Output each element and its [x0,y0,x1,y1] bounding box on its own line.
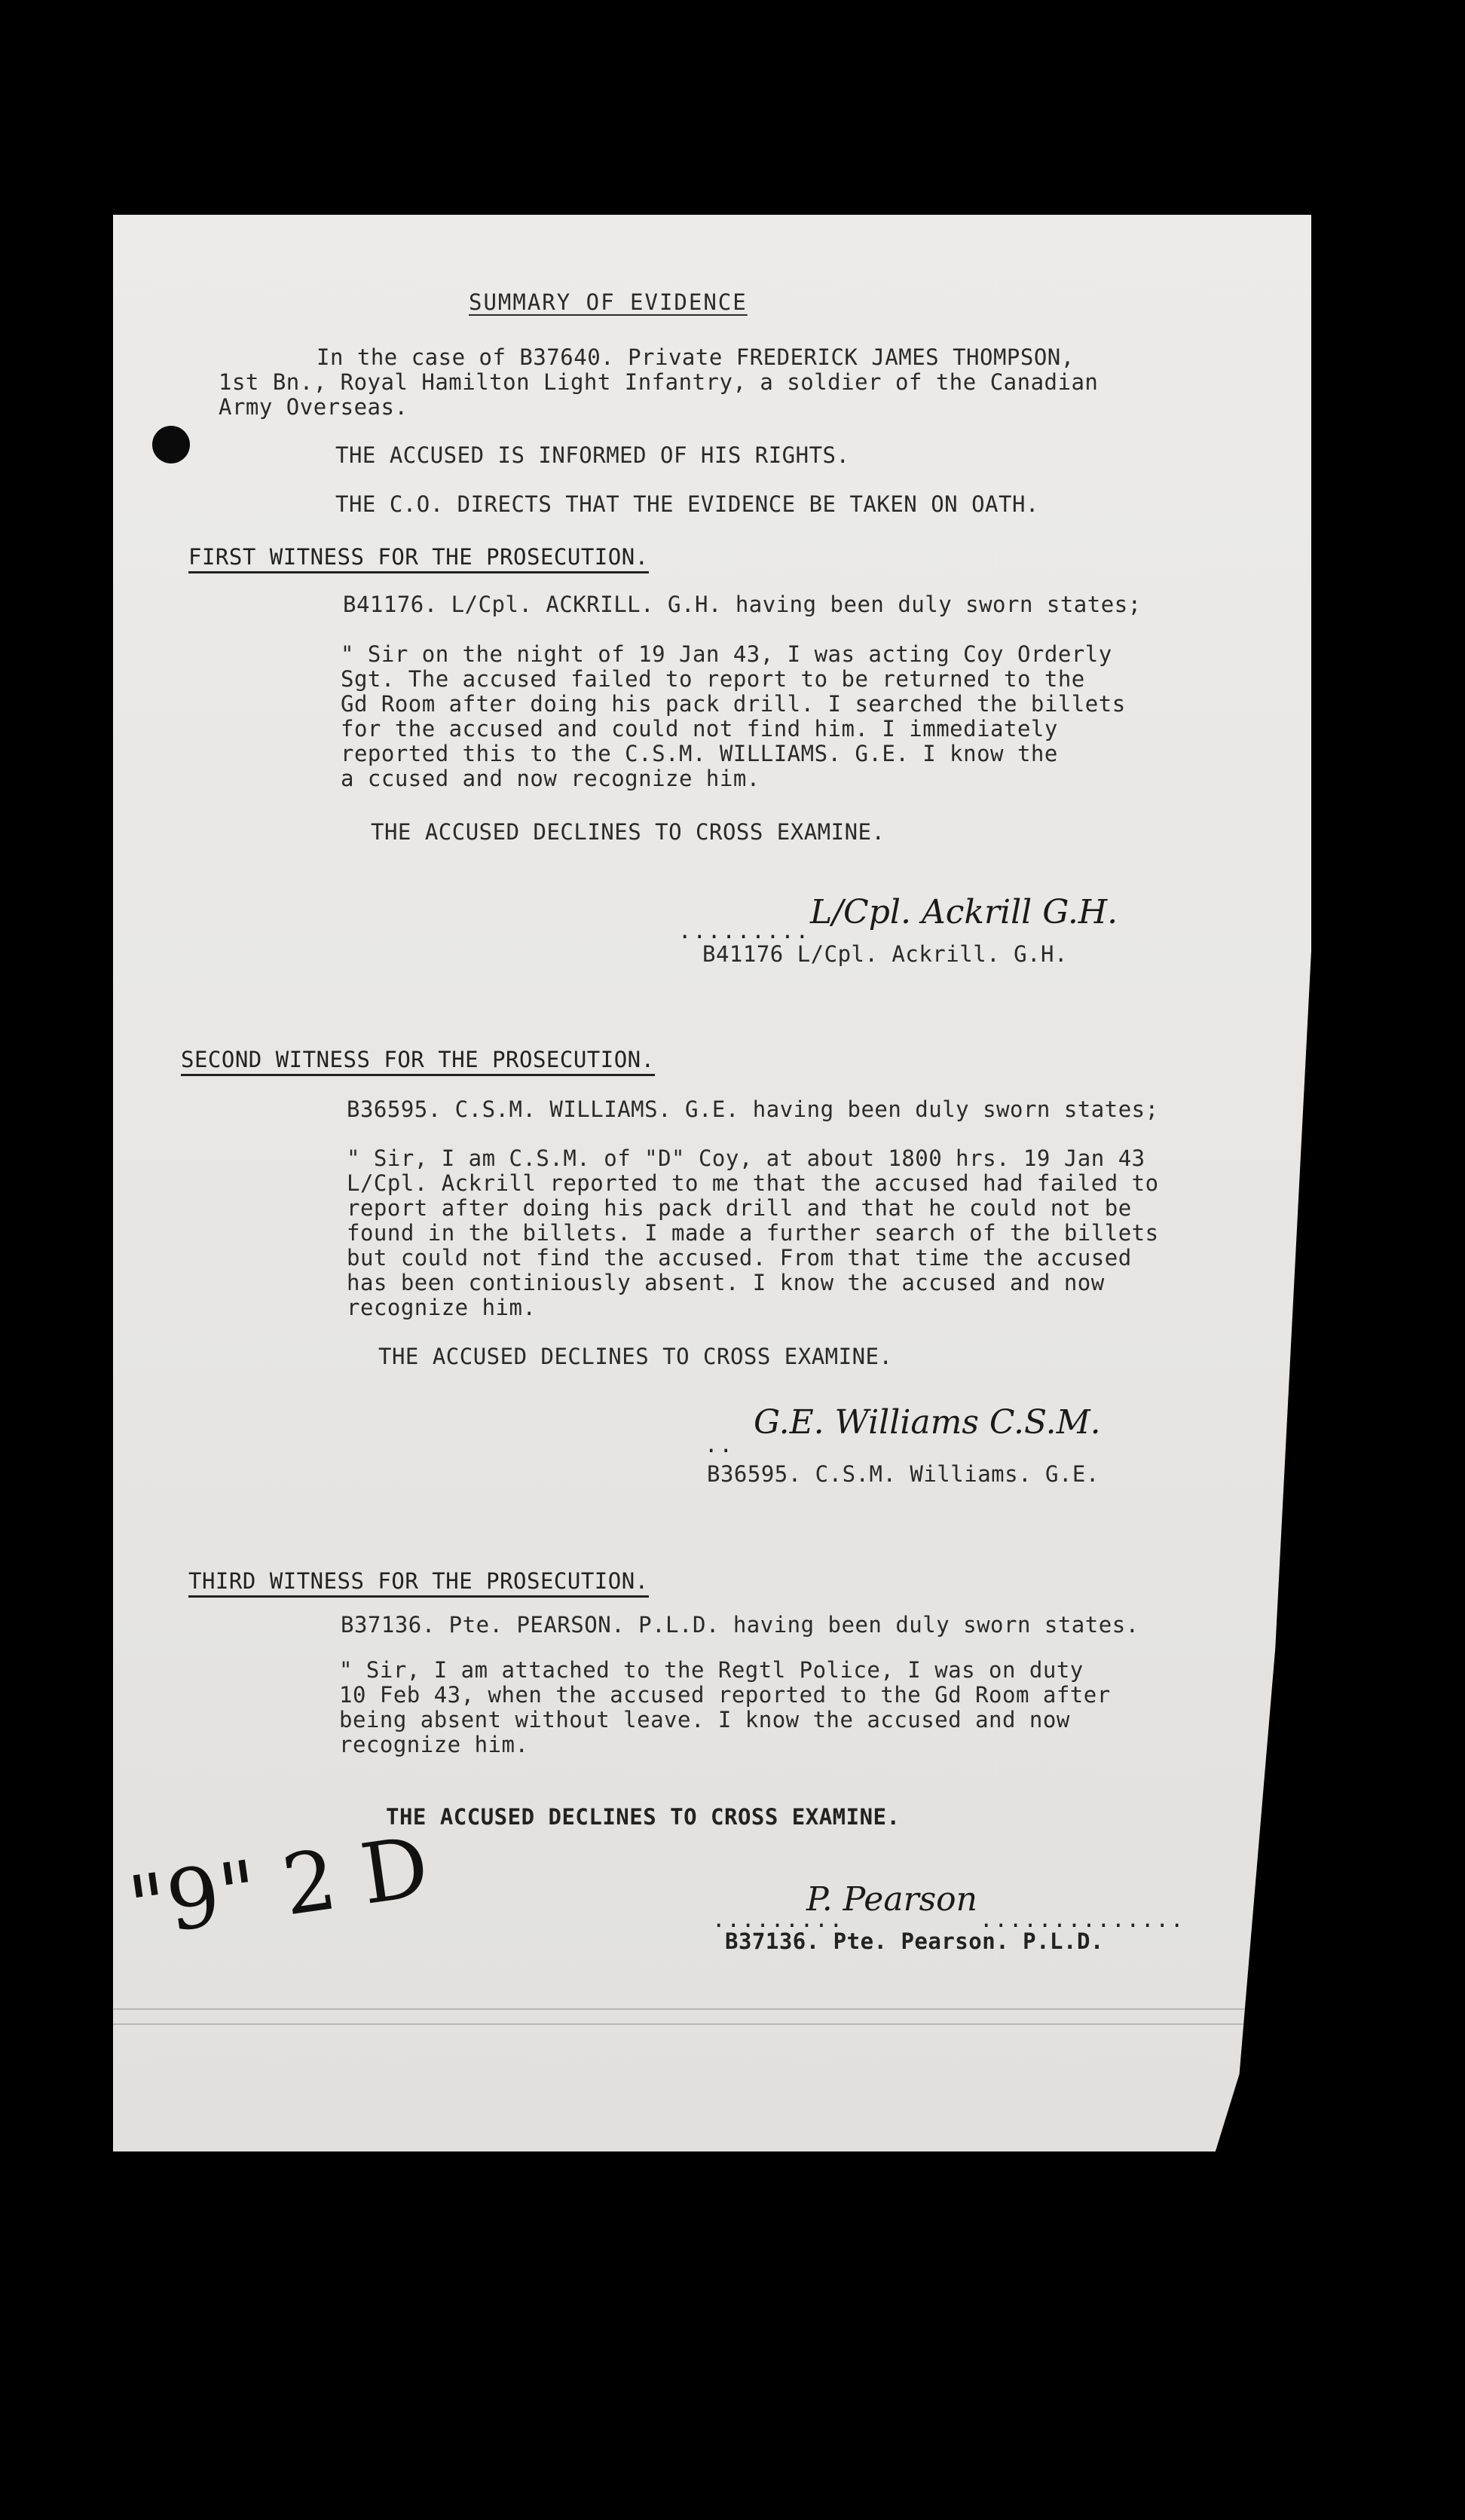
third-witness-signature-dots-right: .............. [980,1907,1185,1932]
second-witness-heading: SECOND WITNESS FOR THE PROSECUTION. [181,1047,655,1076]
first-witness-statement: " Sir on the night of 19 Jan 43, I was acting Coy Orderly Sgt. The accused failed to report to be returned to the Gd Room after doing his pack drill. I searched the billets for the accused and could not find him. I immediately reported this to the C.S.M. WILLIAMS. G.E. I know the a ccused and now recognize him. [341,641,1126,791]
first-witness-heading: FIRST WITNESS FOR THE PROSECUTION. [188,545,649,573]
page-fold-line [113,2008,1274,2010]
third-witness-statement: " Sir, I am attached to the Regtl Police, I was on duty 10 Feb 43, when the accused reported to the Gd Room after being absent without leave. I know the accused and now recognize him. [339,1657,1111,1757]
third-witness-signature-caption: B37136. Pte. Pearson. P.L.D. [725,1928,1104,1954]
oath-notice: THE C.O. DIRECTS THAT THE EVIDENCE BE TAKEN ON OATH. [335,491,1039,517]
second-witness-signature-caption: B36595. C.S.M. Williams. G.E. [707,1461,1100,1487]
first-witness-signature-caption: B41176 L/Cpl. Ackrill. G.H. [702,941,1068,967]
second-witness-signature: G.E. Williams C.S.M. [754,1403,1101,1442]
third-witness-cross-exam: THE ACCUSED DECLINES TO CROSS EXAMINE. [386,1804,901,1830]
third-witness-sworn: B37136. Pte. PEARSON. P.L.D. having been duly sworn states. [341,1612,1139,1638]
first-witness-signature-dots: ......... [678,918,811,943]
rights-notice: THE ACCUSED IS INFORMED OF HIS RIGHTS. [335,442,850,468]
second-witness-sworn: B36595. C.S.M. WILLIAMS. G.E. having been duly sworn states; [347,1096,1159,1122]
third-witness-signature-dots-left: ......... [712,1907,845,1932]
page-fold-line [113,2023,1266,2025]
third-witness-signature: P. Pearson [806,1880,978,1919]
intro-paragraph: In the case of B37640. Private FREDERICK JAMES THOMPSON, 1st Bn., Royal Hamilton Light Infantry, a soldier of the Canadian Army Overseas. [219,344,1099,420]
second-witness-cross-exam: THE ACCUSED DECLINES TO CROSS EXAMINE. [378,1344,893,1369]
first-witness-signature: L/Cpl. Ackrill G.H. [810,893,1118,931]
second-witness-statement: " Sir, I am C.S.M. of "D" Coy, at about 1800 hrs. 19 Jan 43 L/Cpl. Ackrill reported to me that the accused had failed to report after doing his pack drill and that he could not be found in the billets. I made a further search of the billets but could not find the accused. From that time the accused has been continiously absent. I know the accused and now recognize him. [347,1145,1159,1320]
first-witness-cross-exam: THE ACCUSED DECLINES TO CROSS EXAMINE. [371,819,885,845]
punch-hole [152,426,190,463]
document-title: SUMMARY OF EVIDENCE [469,289,748,315]
handwritten-margin-note: "9" 2 D [123,1818,435,1956]
second-witness-signature-dots: .. [705,1432,734,1457]
first-witness-sworn: B41176. L/Cpl. ACKRILL. G.H. having been duly sworn states; [343,592,1142,617]
third-witness-heading: THIRD WITNESS FOR THE PROSECUTION. [188,1569,649,1598]
